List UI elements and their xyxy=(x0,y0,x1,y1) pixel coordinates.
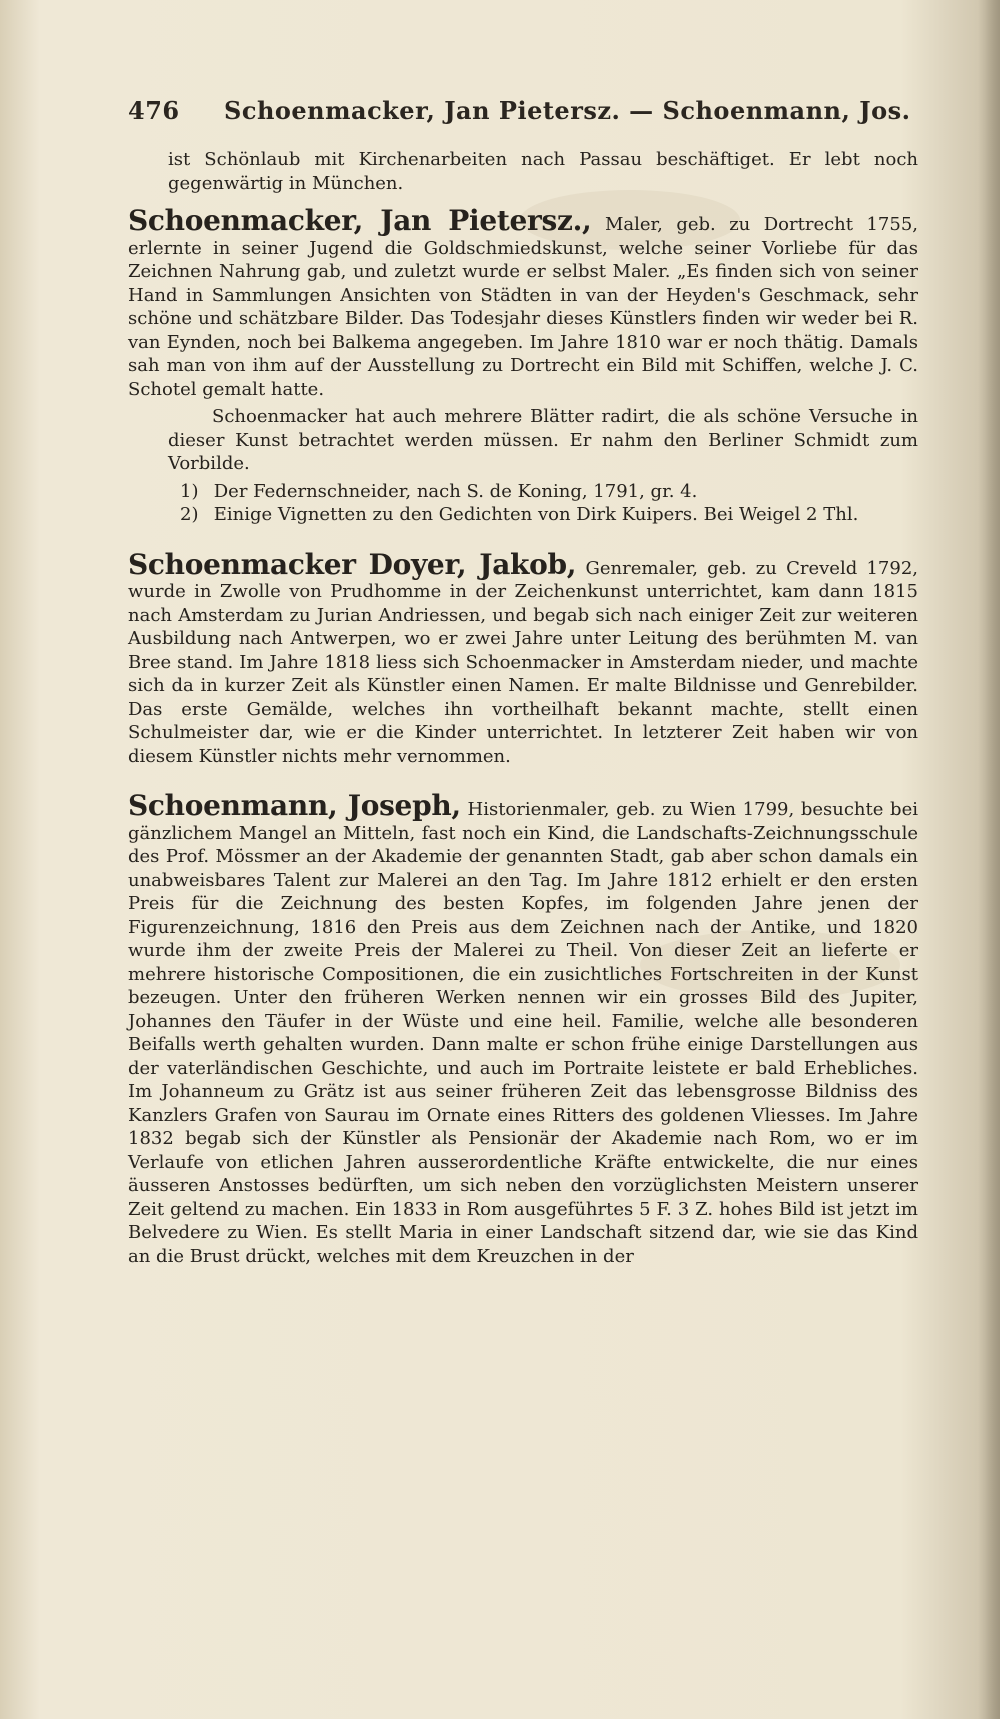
entry-schoenmacker-jan xyxy=(128,204,918,527)
list-item-text: Einige Vignetten zu den Gedichten von Dirk Kuipers. Bei Weigel 2 Thl. xyxy=(213,504,859,525)
list-item-text: Der Federnschneider, nach S. de Koning, 1791, gr. 4. xyxy=(213,480,698,502)
entry-headword: Schoenmann, Joseph, xyxy=(128,789,461,822)
list-item xyxy=(128,503,918,527)
continuation-text: ist Schönlaub mit Kirchenarbeiten nach Passau beschäftiget. Er lebt noch gegenwärtig in München. xyxy=(168,149,918,194)
running-head-title: Schoenmacker, Jan Pietersz. — Schoenmann, Jos. xyxy=(224,96,911,125)
entry-paragraph: Historienmaler, geb. zu Wien 1799, besuchte bei gänzlichem Mangel an Mitteln, fast noch ein Kind, die Landschafts-Zeichnungsschule des Prof. Mössmer an der Akademie der genannten Stadt, gab aber schon damals ein unabweisbares Talent zur Malerei an den Tag. Im Jahre 1812 erhielt er den ersten Preis für die Zeichnung des besten Kopfes, im folgenden Jahre jenen der Figurenzeichnung, 1816 den Preis aus dem Zeichnen nach der Antike, und 1820 wurde ihm der zweite Preis der Malerei zu Theil. Von dieser Zeit an lieferte er mehrere historische Compositionen, die ein zusichtliches Fortschreiten in der Kunst bezeugen. Unter den früheren Werken nennen wir ein grosses Bild des Jupiter, Johannes den Täufer in der Wüste und eine heil. Familie, welche alle besonderen Beifalls werth gehalten wurden. Dann malte er schon frühe einige Darstellungen aus der vaterländischen Geschichte, und auch im Portraite leistete er bald Erhebliches. Im Johanneum zu Grätz ist aus seiner früheren Zeit das lebensgrosse Bildniss des Kanzlers Grafen von Saurau im Ornate eines Ritters des goldenen Vliesses. Im Jahre 1832 begab sich der Künstler als Pensionär der Akademie nach Rom, wo er im Verlaufe von etlichen Jahren ausserordentliche Kräfte entwickelte, die nur eines äusseren Anstosses bedürften, um sich neben den vorzüglichsten Meistern unserer Zeit geltend zu machen. Ein 1833 in Rom ausgeführtes 5 F. 3 Z. hohes Bild ist jetzt im Belvedere zu Wien. Es stellt Maria in einer Landschaft sitzend dar, wie sie das Kind an die Brust drückt, welches mit dem Kreuzchen in der xyxy=(128,799,918,1267)
entry-paragraph: Genremaler, geb. zu Creveld 1792, wurde in Zwolle von Prudhomme in der Zeichenkunst unterrichtet, kam dann 1815 nach Amsterdam zu Jurian Andriessen, und begab sich nach einiger Zeit zur weiteren Ausbildung nach Antwerpen, wo er zwei Jahre unter Leitung des berühmten M. van Bree stand. Im Jahre 1818 liess sich Schoenmacker in Amsterdam nieder, und machte sich da in kurzer Zeit als Künstler einen Namen. Er malte Bildnisse und Genrebilder. Das erste Gemälde, welches ihn vortheilhaft bekannt machte, stellt einen Schulmeister dar, wie er die Kinder unterrichtet. In letzterer Zeit haben wir von diesem Künstler nichts mehr vernommen. xyxy=(128,557,918,767)
running-head xyxy=(128,96,918,136)
list-item-number: 1) xyxy=(180,480,199,502)
entry-headword: Schoenmacker, Jan Pietersz., xyxy=(128,204,592,237)
entry-schoenmacker-doyer xyxy=(128,547,918,769)
entry-paragraph: Schoenmacker hat auch mehrere Blätter radirt, die als schöne Versuche in dieser Kunst betrachtet werden müssen. Er nahm den Berliner Schmidt zum Vorbilde. xyxy=(168,406,918,474)
entry-text xyxy=(128,547,918,769)
page-edge-shadow xyxy=(978,0,1000,1719)
page-number: 476 xyxy=(128,96,180,125)
entry-headword: Schoenmacker Doyer, Jakob, xyxy=(128,547,577,581)
entry-paragraph: Maler, geb. zu Dortrecht 1755, erlernte in seiner Jugend die Goldschmiedskunst, welche seiner Vorliebe für das Zeichnen Nahrung gab, und zuletzt wurde er selbst Maler. „Es finden sich von seiner Hand in Sammlungen Ansichten von Städten in van der Heyden's Geschmack, sehr schöne und schätzbare Bilder. Das Todesjahr dieses Künstlers finden wir weder bei R. van Eynden, noch bei Balkema angegeben. Im Jahre 1810 war er noch thätig. Damals sah man von ihm auf der Ausstellung zu Dortrecht ein Bild mit Schiffen, welche J. C. Schotel gemalt hatte. xyxy=(128,214,918,400)
works-list xyxy=(128,480,918,527)
page-content xyxy=(128,96,918,1268)
entry-schoenmann-joseph xyxy=(128,789,918,1268)
list-item xyxy=(128,480,918,504)
entry-text xyxy=(128,789,918,1268)
list-item-number: 2) xyxy=(180,504,199,525)
entry-text xyxy=(128,204,918,401)
